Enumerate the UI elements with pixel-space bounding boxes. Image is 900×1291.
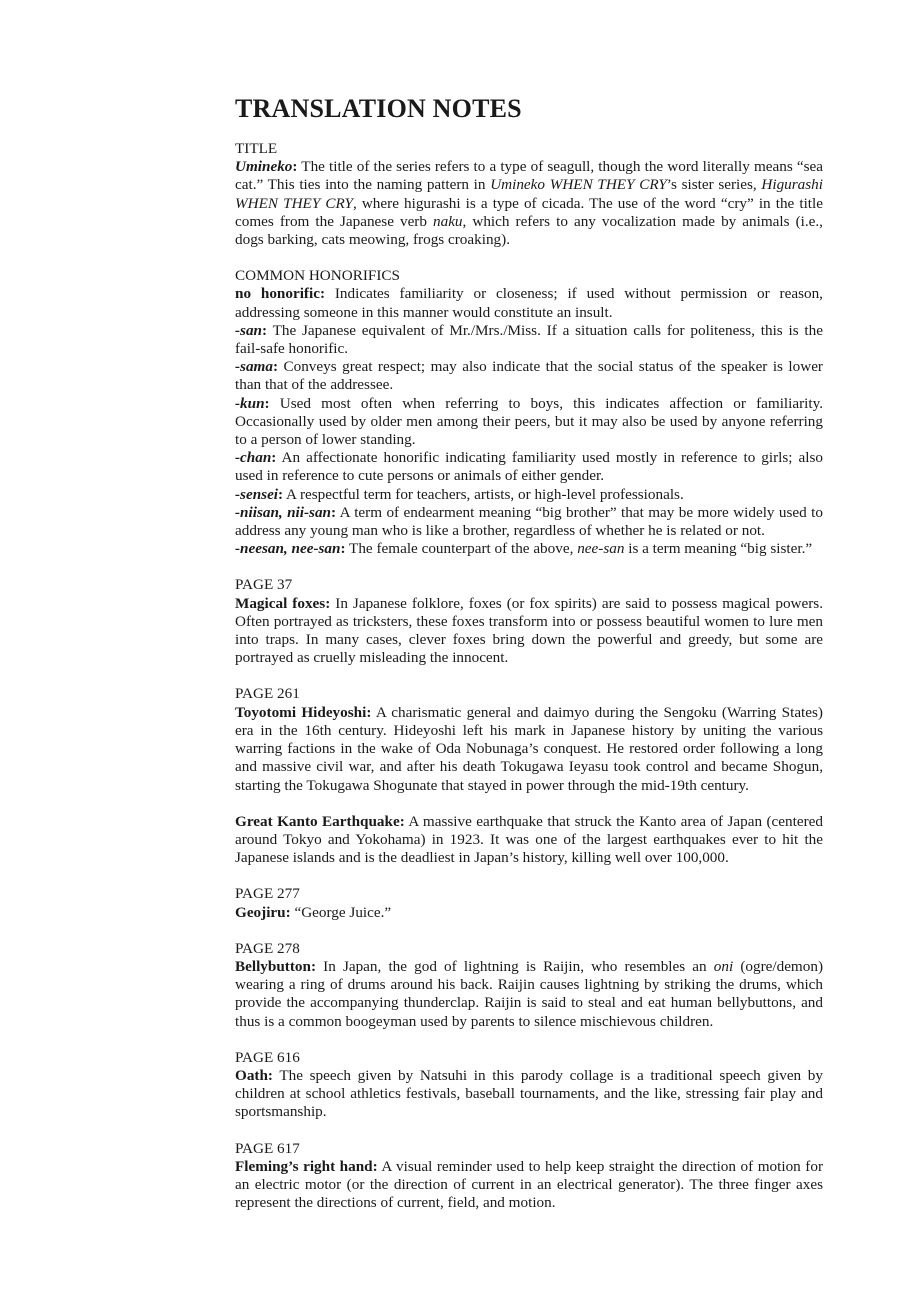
note-text: Conveys great respect; may also indicate that the social status of the speaker is lower than that of the addressee. [235,358,823,394]
note-term-colon: : [262,321,268,339]
section-heading: PAGE 617 [235,1139,300,1157]
note-text: A term of endearment meaning “big brother” that may be more widely used to address any young man who is like a brother, regardless of whether he is related or not. [235,503,823,540]
section-heading: COMMON HONORIFICS [235,267,400,285]
note-term: Great Kanto Earthquake: [235,812,405,830]
note-italic: Higurashi WHEN THEY CRY [235,176,823,212]
note-italic: nee-san [577,540,625,558]
note-term: Bellybutton: [235,957,317,975]
note-text: , which refers to any vocalization made by animals (i.e., dogs barking, cats meowing, frogs croaking). [235,212,823,249]
section-page-277 [235,885,823,921]
note-term: Umineko [235,158,293,176]
note-term: -niisan, nii-san [235,503,332,521]
note-sama [235,358,823,394]
note-term-colon: : [331,503,337,521]
note-term-colon: : [272,358,279,376]
translation-notes-page [235,92,823,1212]
note-term: -san [235,321,263,339]
section-heading: TITLE [235,140,278,157]
note-italic: naku [433,212,463,230]
section-heading: PAGE 277 [235,885,300,903]
note-term: -chan [235,449,272,467]
section-heading: PAGE 261 [235,685,300,703]
note-text: The speech given by Natsuhi in this parody collage is a traditional speech given by children at school athletics festivals, baseball tournaments, and the like, stressing fair play and sportsmanship. [235,1066,823,1121]
note-term: no honorific: [235,285,326,303]
section-heading: PAGE 616 [235,1048,300,1066]
note-text: The Japanese equivalent of Mr./Mrs./Miss. If a situation calls for politeness, this is the fail-safe honorific. [235,321,823,358]
note-niisan [235,504,823,540]
section-page-278 [235,940,823,1031]
note-text: In Japanese folklore, foxes (or fox spirits) are said to possess magical powers. Often portrayed as tricksters, these foxes transform into or possess beautiful women to lure men into traps. In many cases, clever foxes bring down the powerful and greedy, but some are portrayed as cruelly misleading the innocent. [235,594,824,667]
note-text: Used most often when referring to boys, this indicates affection or familiarity. Occasionally used by older men among their peers, but it may also be used by anyone referring to a person of lower standing. [235,394,823,449]
note-term: -kun [235,394,265,412]
note-oath [235,1067,823,1122]
note-sensei [235,486,823,504]
section-heading: PAGE 278 [235,939,300,957]
note-italic: oni [713,957,734,975]
note-text: ’s sister series, [666,176,762,194]
note-chan [235,449,823,485]
note-text: The title of the series refers to a type of seagull, though the word literally means “sea cat.” This ties into the naming pattern in [235,158,823,194]
note-text: In Japan, the god of lightning is Raijin, who resembles an [316,957,714,975]
note-toyotomi-hideyoshi [235,704,823,795]
note-text: The female counterpart of the above, [345,540,578,558]
note-term-colon: : [340,540,346,558]
note-term: -neesan, nee-san [235,540,341,558]
note-neesan [235,540,823,558]
note-term: -sensei [235,485,279,503]
section-heading: PAGE 37 [235,576,293,594]
section-page-616 [235,1049,823,1122]
note-term-colon: : [292,158,298,176]
note-text: A charismatic general and daimyo during the Sengoku (Warring States) era in the 16th century. Hideyoshi left his mark in Japanese history by uniting the various warring factions in the wake of Oda Nobunaga’s conquest. He restored order following a long and massive civil war, and after his death Tokugawa Ieyasu took control and became Shogun, starting the Tokugawa Shogunate that stayed in power through the mid-19th century. [235,703,823,794]
section-page-37 [235,576,823,667]
section-page-617 [235,1140,823,1213]
note-term-colon: : [271,449,277,467]
note-term: Geojiru: [235,903,291,921]
note-term-colon: : [278,485,284,503]
note-umineko [235,158,823,249]
note-magical-foxes [235,595,823,668]
note-text: Indicates familiarity or closeness; if used without permission or reason, addressing someone in this manner would constitute an insult. [235,285,823,321]
section-title [235,140,823,249]
section-honorifics [235,267,823,558]
note-great-kanto-earthquake [235,813,823,868]
note-term: Oath: [235,1066,273,1084]
page-title: TRANSLATION NOTES [235,94,522,123]
note-bellybutton [235,958,823,1031]
note-term: Magical foxes: [235,594,331,612]
note-text: , where higurashi is a type of cicada. The use of the word “cry” in the title comes from the Japanese verb [235,194,823,230]
note-term: Toyotomi Hideyoshi: [235,703,372,721]
note-term: -sama [235,358,273,376]
note-text: “George Juice.” [290,903,392,921]
note-text: A massive earthquake that struck the Kanto area of Japan (centered around Tokyo and Yokohama) in 1923. It was one of the largest earthquakes ever to hit the Japanese islands and is the deadliest in Japan’s history, killing well over 100,000. [235,812,823,867]
note-text: (ogre/demon) wearing a ring of drums around his back. Raijin causes lightning by striking the drums, which provide the accompanying thunderclap. Raijin is said to steal and eat human bellybuttons, and thus is a common boogeyman used by parents to silence mischievous children. [235,957,823,1030]
note-kun [235,395,823,450]
note-text: An affectionate honorific indicating familiarity used mostly in reference to girls; also used in reference to cute persons or animals of either gender. [235,449,823,485]
note-san [235,322,823,358]
note-text: A visual reminder used to help keep straight the direction of motion for an electric motor (or the direction of current in an electrical generator). The three finger axes represent the directions of current, field, and motion. [235,1157,823,1212]
note-text: is a term meaning “big sister.” [624,540,813,558]
note-no-honorific [235,285,823,321]
note-flemings-right-hand [235,1158,823,1213]
note-geojiru [235,904,823,922]
note-term-colon: : [264,394,270,412]
section-page-261 [235,685,823,867]
note-italic: Umineko WHEN THEY CRY [490,176,667,194]
note-term: Fleming’s right hand: [235,1157,378,1175]
note-text: A respectful term for teachers, artists, or high-level professionals. [283,485,684,503]
